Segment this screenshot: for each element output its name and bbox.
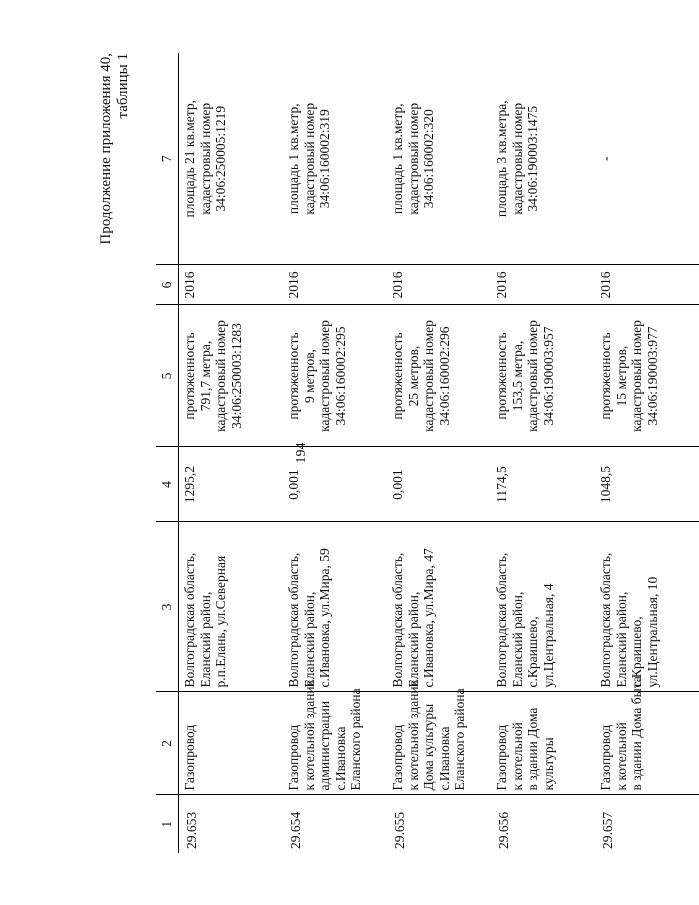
object-description-line: кадастровый номер (629, 320, 644, 432)
table-row (179, 53, 284, 853)
row-number: 29.655 (392, 811, 407, 849)
object-value: 0,001 (286, 469, 301, 500)
page-number: 194 (294, 442, 309, 464)
header-row (156, 53, 179, 853)
object-note-cell (283, 53, 387, 265)
object-name-line: Газопровод (598, 724, 613, 791)
object-year-cell (387, 265, 491, 305)
object-description-line: протяженность (598, 332, 613, 420)
object-name-cell (491, 692, 595, 795)
object-year-cell (283, 265, 387, 305)
object-description-cell (283, 305, 387, 447)
object-note-line: кадастровый номер (509, 102, 525, 215)
object-description-line: протяженность (286, 332, 301, 420)
object-name-line: администрации (317, 700, 332, 791)
object-note-cell (179, 53, 284, 265)
object-year: 2016 (598, 271, 613, 299)
row-number: 29.654 (288, 811, 303, 849)
object-name-line: культуры (540, 737, 556, 791)
object-address-line: Еланский район, (405, 591, 421, 688)
object-note-line: площадь 21 кв.метр, (182, 100, 197, 218)
object-address-line: Волгоградская область, (182, 552, 197, 688)
caption-line: таблицы 1 (115, 53, 131, 119)
row-number-cell (283, 795, 387, 853)
object-description-line: протяженность (182, 332, 197, 420)
object-note-line: площадь 1 кв.метр, (390, 103, 405, 215)
object-address-line: Волгоградская область, (598, 552, 613, 688)
object-description-line: протяженность (390, 332, 405, 420)
row-number-cell (179, 795, 284, 853)
object-description-cell (179, 305, 284, 447)
object-name-line: Еланского района (452, 688, 467, 791)
object-note-line: 34:06:190003:1475 (525, 105, 540, 212)
object-description-line: 34:06:190003:957 (540, 326, 556, 426)
object-year: 2016 (286, 271, 301, 299)
object-description-cell (387, 305, 491, 447)
object-year: 2016 (494, 271, 509, 299)
object-year-cell (491, 265, 595, 305)
object-note-line: кадастровый номер (405, 102, 421, 215)
object-description-line: 34:06:160002:296 (436, 326, 452, 426)
object-name-line: Дома культуры (421, 703, 436, 791)
object-value: 0,001 (390, 469, 405, 500)
object-address-line: ул.Центральная, 4 (540, 583, 556, 688)
object-description-line: 34:06:160002:295 (332, 326, 348, 426)
caption-line: Продолжение приложения 40, (98, 53, 114, 245)
object-address-line: Волгоградская область, (390, 552, 405, 688)
object-note-cell (595, 53, 699, 265)
object-description-line: кадастровый номер (421, 320, 436, 432)
object-year: 2016 (182, 271, 197, 299)
object-address-cell (179, 522, 284, 692)
object-address-line: с.Краишево, (525, 616, 540, 688)
object-value-cell (283, 447, 387, 522)
object-address-cell (595, 522, 699, 692)
object-address-cell (491, 522, 595, 692)
object-note-line: кадастровый номер (301, 102, 317, 215)
row-number: 29.653 (184, 811, 199, 849)
object-name-cell (179, 692, 284, 795)
object-description-line: кадастровый номер (525, 320, 540, 432)
object-value-cell (179, 447, 284, 522)
object-name-line: в здании Дома быта (629, 676, 644, 791)
object-address-line: с.Ивановка, ул.Мира, 47 (421, 548, 436, 688)
object-address-line: с.Краишево, (629, 616, 644, 688)
object-value-cell (387, 447, 491, 522)
object-note-cell (387, 53, 491, 265)
table-row (283, 53, 387, 853)
object-description-line: 9 метров, (301, 349, 317, 403)
object-description-line: 34:06:250003:1283 (228, 323, 244, 429)
object-description-line: 791,7 метра, (197, 340, 213, 412)
row-number: 29.656 (496, 811, 511, 849)
column-header: 5 (156, 305, 179, 447)
object-value: 1048,5 (598, 465, 613, 504)
object-description-line: 34:06:190003:977 (644, 326, 660, 426)
object-year-cell (595, 265, 699, 305)
object-address-cell (283, 522, 387, 692)
object-note-line: - (598, 156, 613, 161)
rotated-page (98, 53, 660, 853)
object-description-line: кадастровый номер (317, 320, 332, 432)
table-row (387, 53, 491, 853)
object-address-line: Волгоградская область, (494, 552, 509, 688)
object-name-line: к котельной (613, 722, 629, 791)
object-note-line: кадастровый номер (197, 102, 213, 215)
object-address-line: Еланский район, (613, 591, 629, 688)
object-value-cell (595, 447, 699, 522)
object-name-cell (595, 676, 699, 795)
object-address-line: Еланский район, (197, 591, 213, 688)
object-note-line: площадь 3 кв.метра, (494, 100, 509, 218)
object-address-line: Волгоградская область, (286, 552, 301, 688)
object-name-line: к котельной здания (405, 680, 421, 791)
property-table (156, 53, 699, 853)
object-note-line: 34:06:250005:1219 (213, 105, 228, 212)
column-header: 7 (156, 53, 179, 265)
object-description-line: кадастровый номер (213, 320, 228, 432)
object-name-line: к котельной (509, 722, 525, 791)
object-name-cell (283, 680, 387, 795)
table-row (595, 53, 699, 853)
table-body (179, 53, 699, 853)
table-row (491, 53, 595, 853)
object-description-line: протяженность (494, 332, 509, 420)
object-address-line: Еланский район, (301, 591, 317, 688)
object-description-cell (491, 305, 595, 447)
object-address-line: с.Ивановка, ул.Мира, 59 (317, 548, 332, 688)
object-address-line: р.п.Елань, ул.Северная (213, 555, 228, 688)
object-description-line: 25 метров, (405, 345, 421, 407)
object-name-line: Газопровод (494, 724, 509, 791)
column-header: 2 (156, 692, 179, 795)
object-name-line: в здании Дома (525, 707, 540, 791)
column-header: 3 (156, 522, 179, 692)
object-name-line: с.Ивановка (332, 726, 348, 791)
object-name-cell (387, 680, 491, 795)
column-header: 6 (156, 265, 179, 305)
object-name-line: Газопровод (286, 724, 301, 791)
object-name-line: с.Ивановка (436, 726, 452, 791)
object-value: 1295,2 (182, 465, 197, 504)
object-year-cell (179, 265, 284, 305)
object-name-line: Еланского района (348, 688, 363, 791)
object-value: 1174,5 (494, 466, 509, 503)
object-description-line: 15 метров, (613, 345, 629, 407)
row-number-cell (491, 795, 595, 853)
object-note-line: площадь 1 кв.метр, (286, 103, 301, 215)
object-address-line: Еланский район, (509, 591, 525, 688)
object-year: 2016 (390, 271, 405, 299)
row-number-cell (387, 795, 491, 853)
object-description-line: 153,5 метра, (509, 340, 525, 412)
row-number-cell (595, 795, 699, 853)
object-name-line: Газопровод (182, 724, 197, 791)
column-header: 4 (156, 447, 179, 522)
column-header: 1 (156, 795, 179, 853)
row-number: 29.657 (600, 811, 615, 849)
object-name-line: Газопровод (390, 724, 405, 791)
object-address-cell (387, 522, 491, 692)
object-value-cell (491, 447, 595, 522)
object-note-line: 34:06:160002:319 (317, 109, 332, 209)
object-address-line: ул.Центральная, 10 (644, 576, 660, 688)
object-description-cell (595, 305, 699, 447)
object-note-line: 34:06:160002:320 (421, 109, 436, 209)
table-caption (98, 53, 132, 853)
object-name-line: к котельной здания (301, 680, 317, 791)
object-note-cell (491, 53, 595, 265)
